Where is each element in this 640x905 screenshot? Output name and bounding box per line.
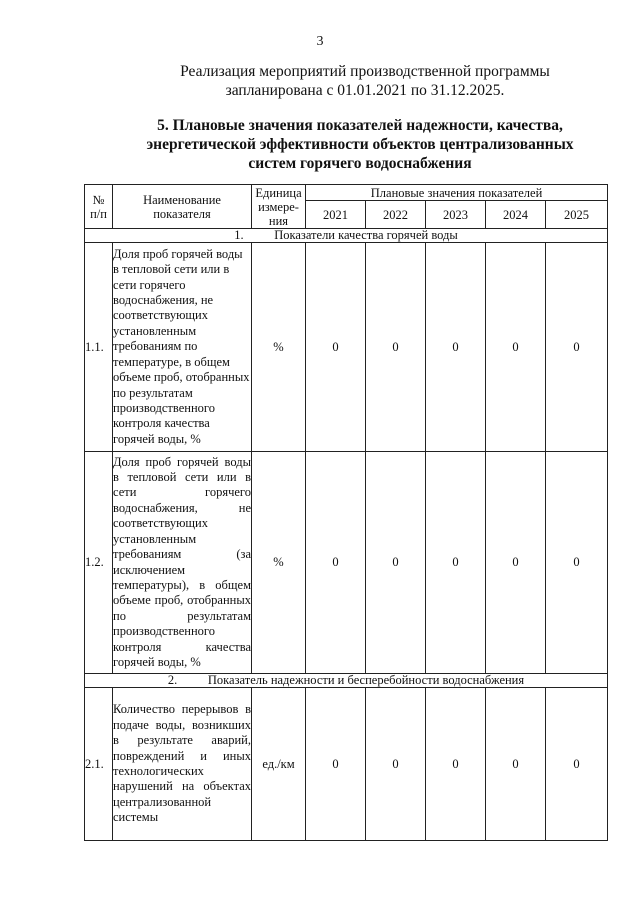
table-row bbox=[85, 243, 608, 452]
intro-line: Реализация мероприятий производственной программы bbox=[180, 63, 550, 80]
value-2022: 0 bbox=[366, 452, 426, 674]
header-year: 2022 bbox=[366, 201, 426, 229]
value-2024: 0 bbox=[486, 243, 546, 452]
value-2024: 0 bbox=[486, 688, 546, 841]
value-2022: 0 bbox=[366, 688, 426, 841]
value-2025: 0 bbox=[546, 243, 608, 452]
header-name bbox=[113, 185, 252, 229]
header-planned-values: Плановые значения показателей bbox=[306, 185, 608, 201]
value-2022: 0 bbox=[366, 243, 426, 452]
value-2021: 0 bbox=[306, 688, 366, 841]
section-title bbox=[80, 116, 640, 173]
page-number: 3 bbox=[316, 34, 324, 49]
program-implementation-note bbox=[100, 62, 630, 100]
section-title-line: систем горячего водоснабжения bbox=[248, 155, 472, 172]
indicator-unit: % bbox=[252, 452, 306, 674]
value-2025: 0 bbox=[546, 452, 608, 674]
indicator-unit: ед./км bbox=[252, 688, 306, 841]
header-unit bbox=[252, 185, 306, 229]
section-heading bbox=[85, 674, 608, 688]
value-2023: 0 bbox=[426, 452, 486, 674]
section-heading bbox=[85, 229, 608, 243]
row-number: 1.1. bbox=[85, 243, 113, 452]
indicator-unit: % bbox=[252, 243, 306, 452]
table-row bbox=[85, 688, 608, 841]
indicator-name: Количество перерывов в подаче воды, возникших в результате аварий, повреждений и иных технологических нарушений на объектах централизованной системы bbox=[113, 688, 252, 841]
value-2024: 0 bbox=[486, 452, 546, 674]
section-number: 2. bbox=[167, 673, 178, 687]
row-number: 2.1. bbox=[85, 688, 113, 841]
table-row bbox=[85, 452, 608, 674]
value-2023: 0 bbox=[426, 688, 486, 841]
header-unit-text: Единица измере- ния bbox=[255, 185, 302, 228]
row-number: 1.2. bbox=[85, 452, 113, 674]
header-year: 2023 bbox=[426, 201, 486, 229]
indicator-name: Доля проб горячей воды в тепловой сети или в сети горячего водоснабжения, не соответствующих установленным требованиям по температуре, в общем объеме проб, отобранных по результатам производственного контроля качества горячей воды, % bbox=[113, 243, 252, 452]
intro-line: запланирована с 01.01.2021 по 31.12.2025. bbox=[225, 82, 505, 99]
section-name: Показатель надежности и бесперебойности водоснабжения bbox=[207, 673, 525, 687]
header-no bbox=[85, 185, 113, 229]
header-year: 2024 bbox=[486, 201, 546, 229]
header-year: 2025 bbox=[546, 201, 608, 229]
indicator-name: Доля проб горячей воды в тепловой сети или в сети горячего водоснабжения, не соответствующих установленным требованиям (за исключением температуры), в общем объеме проб, отобранных по результатам производственного контроля качества горячей воды, % bbox=[113, 452, 252, 674]
header-name-text: Наименование показателя bbox=[143, 192, 221, 221]
section-row bbox=[85, 674, 608, 688]
section-title-line: 5. Плановые значения показателей надежности, качества, bbox=[157, 117, 563, 134]
section-number: 1. bbox=[234, 228, 244, 242]
section-name: Показатели качества горячей воды bbox=[274, 228, 458, 242]
value-2021: 0 bbox=[306, 243, 366, 452]
indicators-table bbox=[84, 184, 608, 841]
value-2021: 0 bbox=[306, 452, 366, 674]
header-year: 2021 bbox=[306, 201, 366, 229]
header-no-text: № п/п bbox=[90, 192, 107, 221]
section-title-line: энергетической эффективности объектов централизованных bbox=[146, 136, 574, 153]
value-2023: 0 bbox=[426, 243, 486, 452]
section-row bbox=[85, 229, 608, 243]
value-2025: 0 bbox=[546, 688, 608, 841]
